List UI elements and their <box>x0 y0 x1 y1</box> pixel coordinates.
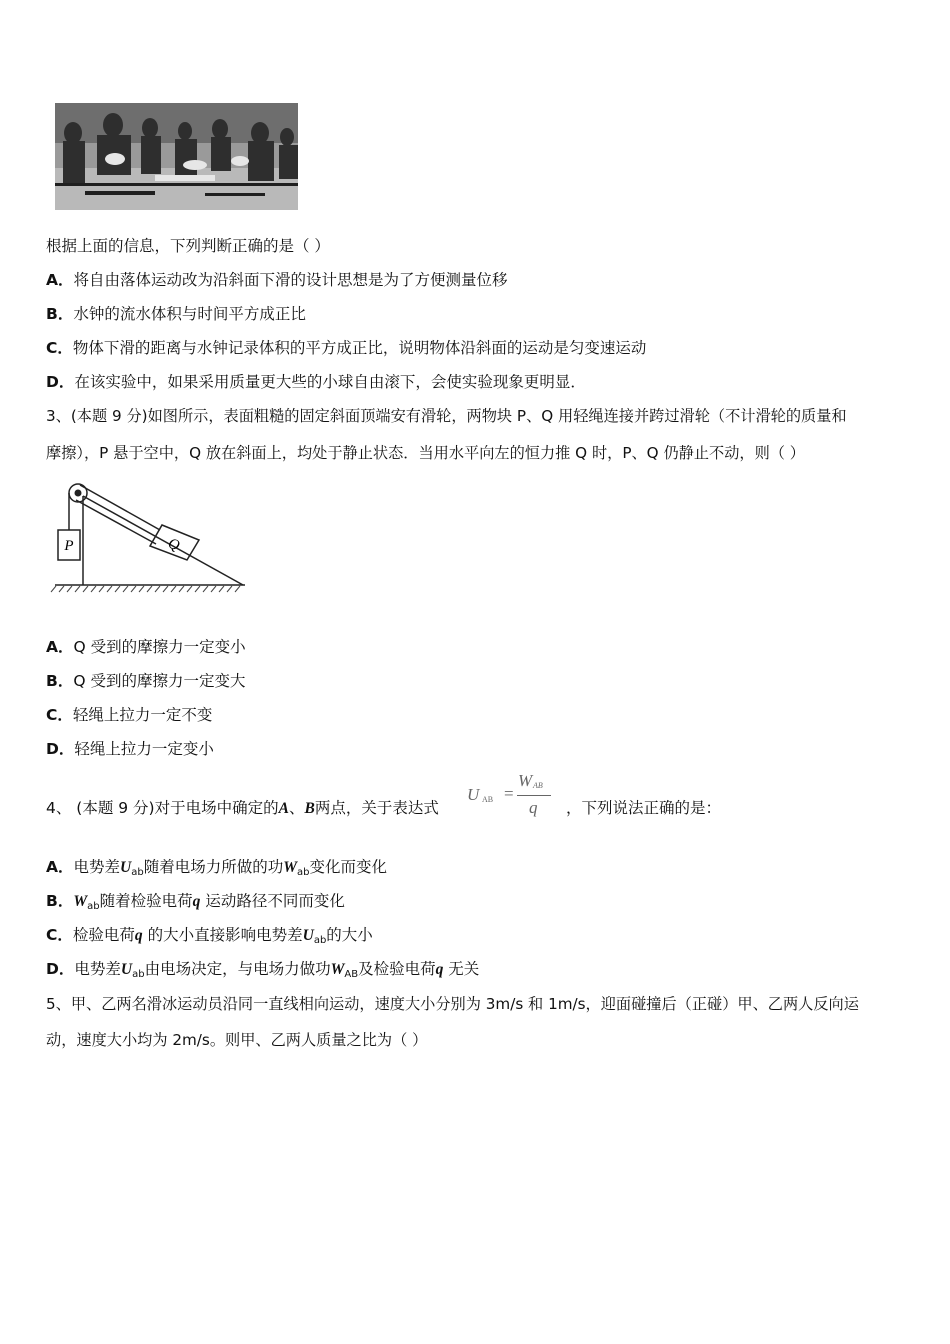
rope-to-q <box>80 485 160 530</box>
q4-option-c-key: C． <box>46 926 73 944</box>
q4-a-v2: W <box>283 859 298 876</box>
q4-option-b[interactable] <box>46 891 345 917</box>
point-b: B <box>304 800 315 817</box>
q5-stem-line1: 5、甲、乙两名滑冰运动员沿同一直线相向运动，速度大小分别为 3m/s 和 1m/s，迎面碰撞后（正碰）甲、乙两人反向运 <box>46 995 859 1013</box>
q4-d-v1: U <box>120 961 133 978</box>
q2-option-a[interactable] <box>46 270 508 290</box>
q3-option-c[interactable] <box>46 705 212 725</box>
q4-option-a-key: A． <box>46 858 74 876</box>
formula-u: U <box>467 785 480 804</box>
q2-option-d-key: D． <box>46 373 75 391</box>
formula-w-sub: AB <box>533 781 543 790</box>
formula-w: W <box>518 771 533 790</box>
q4-c-t2: 的大小直接影响电势差 <box>147 926 303 944</box>
q4-d-v3: q <box>435 961 444 978</box>
q2-stem: 根据上面的信息，下列判断正确的是（ ） <box>46 237 330 255</box>
q2-option-b[interactable] <box>46 304 306 324</box>
q3-option-c-key: C． <box>46 706 73 724</box>
fraction-bar <box>517 795 551 796</box>
q4-d-t3: 及检验电荷 <box>358 960 436 978</box>
q4-b-t2: 运动路径不同而变化 <box>205 892 345 910</box>
q4-option-b-key: B． <box>46 892 74 910</box>
q4-option-d[interactable] <box>46 959 479 985</box>
label-p: P <box>64 538 74 554</box>
q4-stem-prefix: 4、 (本题 9 分)对于电场中确定的 <box>46 799 279 817</box>
q4-option-d-key: D． <box>46 960 75 978</box>
q4-d-t2: 由电场决定，与电场力做功 <box>144 960 331 978</box>
q4-sep: 、 <box>288 799 305 817</box>
q3-option-d-text: 轻绳上拉力一定变小 <box>74 740 214 758</box>
q4-stem-suffix: ，下列说法正确的是： <box>566 799 722 817</box>
q3-stem-line1: 3、(本题 9 分)如图所示，表面粗糙的固定斜面顶端安有滑轮，两物块 P、Q 用轻绳连接并跨过滑轮（不计滑轮的质量和 <box>46 407 847 425</box>
q3-option-a[interactable] <box>46 637 246 657</box>
experiment-photo <box>55 103 298 210</box>
q4-a-s2: ab <box>297 867 310 878</box>
q4-c-v1: q <box>134 927 143 944</box>
q2-option-c-key: C． <box>46 339 73 357</box>
q4-stem-mid: 两点，关于表达式 <box>314 799 439 817</box>
q3-option-d[interactable] <box>46 739 214 759</box>
formula-equals: = <box>504 784 514 803</box>
q2-option-b-text: 水钟的流水体积与时间平方成正比 <box>73 305 306 323</box>
q4-option-a[interactable] <box>46 857 387 883</box>
q4-c-t1: 检验电荷 <box>72 926 135 944</box>
q4-d-t4: 无关 <box>448 960 480 978</box>
q2-option-c-text: 物体下滑的距离与水钟记录体积的平方成正比，说明物体沿斜面的运动是匀变速运动 <box>72 339 647 357</box>
formula-q: q <box>529 798 538 817</box>
q4-d-s1: ab <box>132 969 145 980</box>
q2-option-d-text: 在该实验中，如果采用质量更大些的小球自由滚下，会使实验现象更明显． <box>74 373 586 391</box>
q3-option-b[interactable] <box>46 671 245 691</box>
potential-difference-formula <box>464 768 556 822</box>
q4-a-t3: 变化而变化 <box>309 858 388 876</box>
label-q: Q <box>165 535 182 555</box>
q4-a-v1: U <box>120 859 132 876</box>
q2-option-b-key: B． <box>46 305 74 323</box>
q5-stem-line2: 动，速度大小均为 2m/s。则甲、乙两人质量之比为（ ） <box>46 1031 428 1049</box>
q4-b-t1: 随着检验电荷 <box>99 892 193 910</box>
incline-surface <box>83 496 243 585</box>
incline-pulley-figure <box>50 478 250 606</box>
q2-option-a-text: 将自由落体运动改为沿斜面下滑的设计思想是为了方便测量位移 <box>73 271 508 289</box>
q4-option-c[interactable] <box>46 925 373 951</box>
q4-c-t3: 的大小 <box>326 926 373 944</box>
q4-a-t2: 随着电场力所做的功 <box>143 858 284 876</box>
q3-stem-line2: 摩擦），P 悬于空中，Q 放在斜面上，均处于静止状态．当用水平向左的恒力推 Q 时，P、Q 仍静止不动，则（ ） <box>46 444 805 462</box>
point-a: A <box>278 800 289 817</box>
q3-option-c-text: 轻绳上拉力一定不变 <box>72 706 213 724</box>
q4-b-s1: ab <box>87 901 100 912</box>
q3-option-a-text: Q 受到的摩擦力一定变小 <box>73 638 246 656</box>
q4-c-v2: U <box>302 927 314 944</box>
q3-option-d-key: D． <box>46 740 75 758</box>
q2-option-a-key: A． <box>46 271 74 289</box>
q4-a-t1: 电势差 <box>73 858 121 876</box>
q4-b-v1: W <box>73 893 88 910</box>
q3-option-b-key: B． <box>46 672 74 690</box>
q4-d-s2: AB <box>344 969 359 980</box>
q2-option-d[interactable] <box>46 372 586 392</box>
q4-d-v2: W <box>330 961 345 978</box>
q2-option-c[interactable] <box>46 338 646 358</box>
q4-b-v2: q <box>192 893 201 910</box>
q4-c-s2: ab <box>313 935 327 946</box>
q4-stem <box>46 798 439 819</box>
formula-u-sub: AB <box>482 795 494 804</box>
q3-option-a-key: A． <box>46 638 74 656</box>
q4-d-t1: 电势差 <box>74 960 121 978</box>
q3-option-b-text: Q 受到的摩擦力一定变大 <box>73 672 246 690</box>
q4-a-s1: ab <box>131 867 144 878</box>
